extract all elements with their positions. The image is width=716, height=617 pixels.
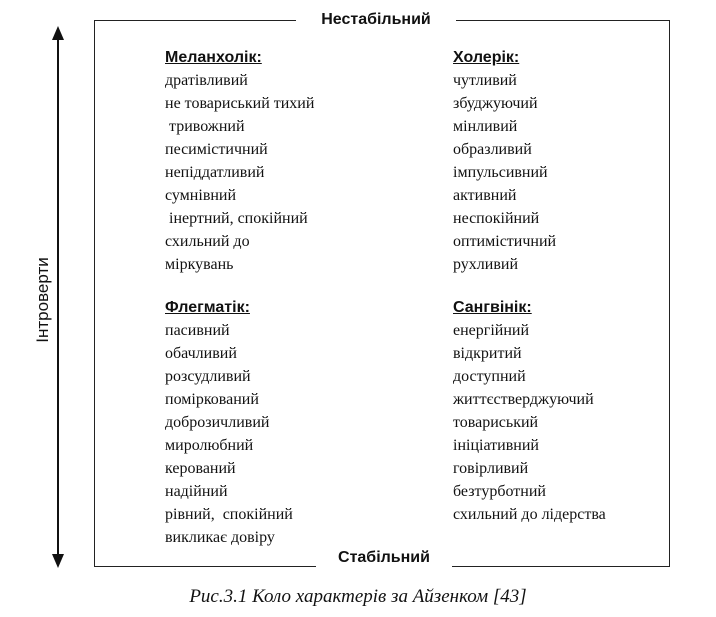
trait-item: не товариський тихий xyxy=(165,95,315,112)
trait-item: рівний, спокійний xyxy=(165,506,293,523)
trait-item: поміркований xyxy=(165,391,259,408)
trait-item: міркувань xyxy=(165,256,234,273)
trait-item: життєстверджуючий xyxy=(453,391,594,408)
trait-item: доброзичливий xyxy=(165,414,270,431)
bottom-axis-label: Стабільний xyxy=(316,548,452,568)
trait-item: образливий xyxy=(453,141,532,158)
frame-bottom-left xyxy=(94,566,316,567)
trait-item: сумнівний xyxy=(165,187,237,204)
trait-item: викликає довіру xyxy=(165,529,275,546)
quadrant-title: Меланхолік: xyxy=(165,49,262,66)
trait-item: тривожний xyxy=(165,118,245,135)
trait-item: відкритий xyxy=(453,345,522,362)
trait-item: оптимістичний xyxy=(453,233,557,250)
trait-item: інертний, спокійний xyxy=(165,210,308,227)
trait-list xyxy=(453,319,606,526)
trait-item: говірливий xyxy=(453,460,529,477)
frame-bottom-right xyxy=(452,566,670,567)
top-axis-label: Нестабільний xyxy=(296,10,456,30)
trait-item: схильний до лідерства xyxy=(453,506,606,523)
quadrant-title: Холерік: xyxy=(453,49,520,66)
trait-item: мінливий xyxy=(453,118,518,135)
trait-item: рухливий xyxy=(453,256,519,273)
trait-list xyxy=(165,69,314,276)
quadrant-phlegmatic xyxy=(165,296,293,549)
trait-item: безтурботний xyxy=(453,483,546,500)
trait-item: пасивний xyxy=(165,322,230,339)
trait-item: імпульсивний xyxy=(453,164,548,181)
trait-item: непіддатливий xyxy=(165,164,265,181)
quadrant-title: Сангвінік: xyxy=(453,299,532,316)
trait-item: неспокійний xyxy=(453,210,540,227)
quadrant-sanguine xyxy=(453,296,606,526)
trait-list xyxy=(165,319,293,549)
trait-list xyxy=(453,69,556,276)
trait-item: керований xyxy=(165,460,236,477)
trait-item: миролюбний xyxy=(165,437,254,454)
trait-item: обачливий xyxy=(165,345,237,362)
side-axis-label-text: Інтроверти xyxy=(33,257,52,343)
trait-item: схильний до xyxy=(165,233,250,250)
trait-item: активний xyxy=(453,187,517,204)
figure-caption: Рис.3.1 Коло характерів за Айзенком [43] xyxy=(189,586,527,607)
trait-item: ініціативний xyxy=(453,437,539,454)
trait-item: дратівливий xyxy=(165,72,248,89)
quadrant-melancholic xyxy=(165,46,314,276)
trait-item: песимістичний xyxy=(165,141,268,158)
quadrant-title: Флегматік: xyxy=(165,299,250,316)
trait-item: товариський xyxy=(453,414,539,431)
side-axis-label xyxy=(13,240,73,360)
trait-item: збуджуючий xyxy=(453,95,538,112)
quadrant-choleric xyxy=(453,46,556,276)
trait-item: енергійний xyxy=(453,322,530,339)
trait-item: доступний xyxy=(453,368,526,385)
trait-item: розсудливий xyxy=(165,368,251,385)
trait-item: чутливий xyxy=(453,72,517,89)
trait-item: надійний xyxy=(165,483,228,500)
